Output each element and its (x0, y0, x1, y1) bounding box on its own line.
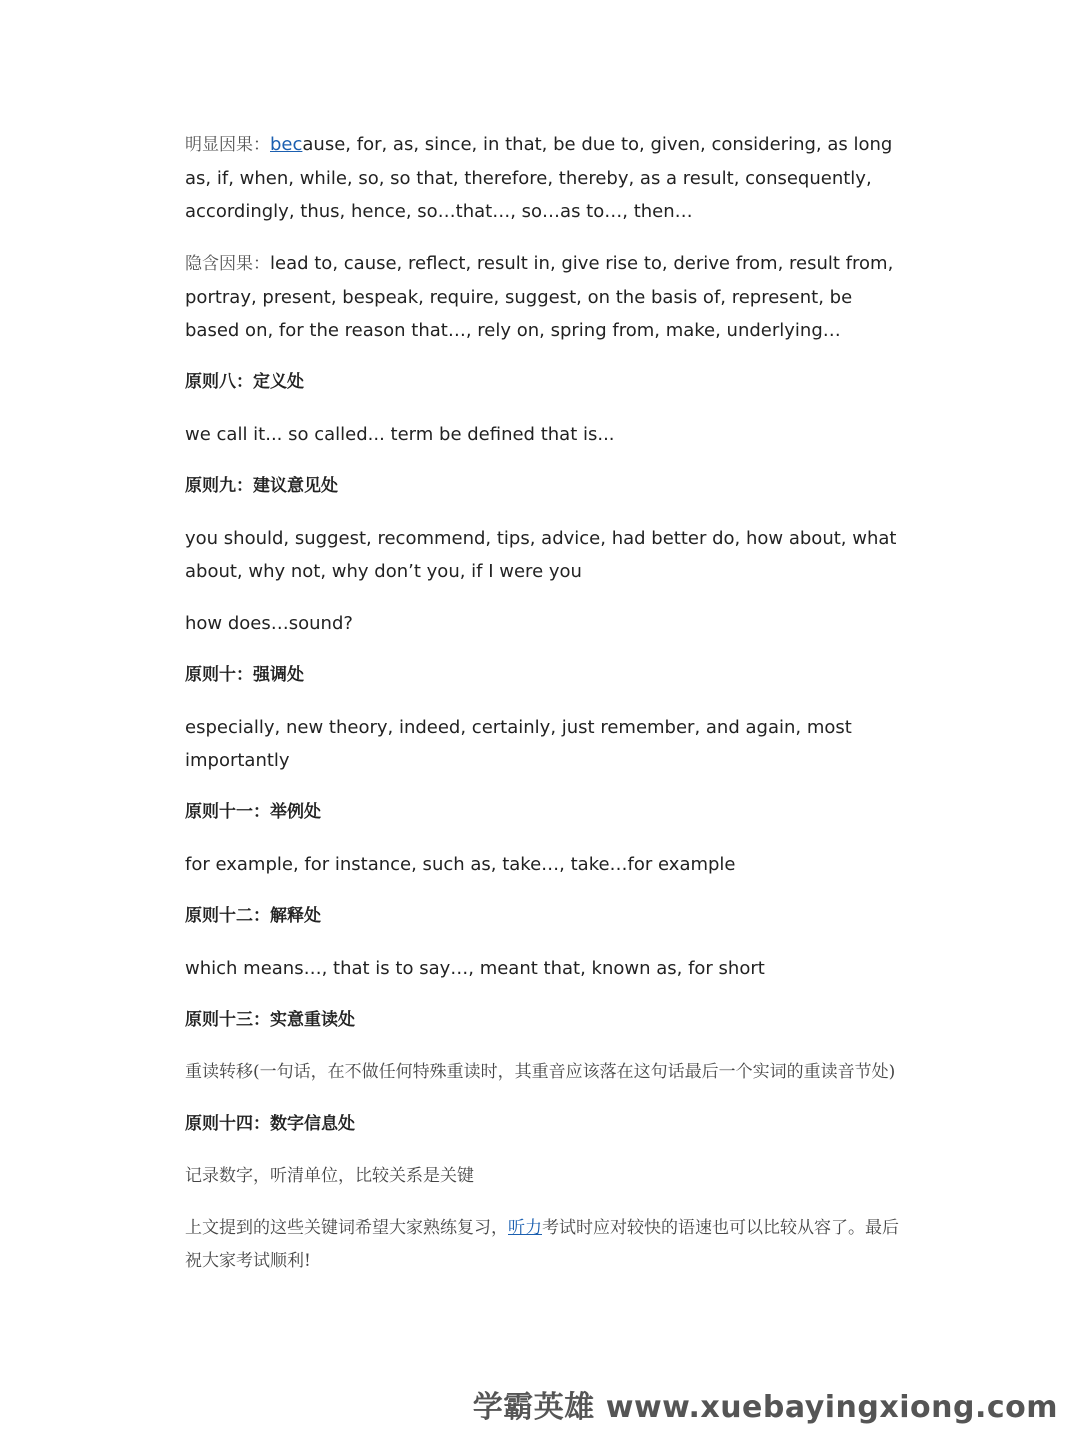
principle-8-text: we call it... so called... term be defined that is... (185, 424, 615, 445)
principle-14-heading: 原则十四：数字信息处 (185, 1114, 355, 1134)
principle-9-text: you should, suggest, recommend, tips, advice, had better do, how about, what about, why not, why don’t you, if I were you (185, 528, 897, 582)
closing-text-before: 上文提到的这些关键词希望大家熟练复习， (185, 1218, 508, 1238)
implicit-cause-paragraph (185, 247, 905, 347)
implicit-cause-label: 隐含因果： (185, 254, 270, 274)
principle-13-heading: 原则十三：实意重读处 (185, 1010, 355, 1030)
principle-10-heading: 原则十：强调处 (185, 665, 304, 685)
explicit-cause-paragraph (185, 128, 905, 228)
closing-paragraph (185, 1212, 905, 1278)
principle-8-heading: 原则八：定义处 (185, 372, 304, 392)
implicit-cause-text: lead to, cause, reflect, result in, give rise to, derive from, result from, portray, present, bespeak, require, suggest, on the basis of, represent, be based on, for the reason that…, rely on, spring from, make, underlying… (185, 253, 894, 341)
principle-11-text: for example, for instance, such as, take…, take…for example (185, 854, 736, 875)
principle-9-text-2: how does…sound? (185, 613, 353, 634)
because-link[interactable]: bec (270, 134, 303, 155)
principle-9-heading: 原则九：建议意见处 (185, 476, 338, 496)
closing-text-after: 考试时应对较快的语速也可以比较从容了。最后祝大家考试顺利! (185, 1218, 899, 1271)
principle-10-text: especially, new theory, indeed, certainly, just remember, and again, most importantly (185, 717, 852, 771)
article-body (185, 128, 905, 1297)
explicit-cause-label: 明显因果： (185, 135, 270, 155)
principle-12-text: which means…, that is to say…, meant that, known as, for short (185, 958, 765, 979)
principle-12-heading: 原则十二：解释处 (185, 906, 321, 926)
site-watermark: 学霸英雄 www.xuebayingxiong.com (472, 1390, 1058, 1425)
explicit-cause-text: ause, for, as, since, in that, be due to, given, considering, as long as, if, when, while, so, so that, therefore, thereby, as a result, consequently, accordingly, thus, hence, so…that…, so…as to…, then… (185, 134, 893, 222)
principle-11-heading: 原则十一：举例处 (185, 802, 321, 822)
principle-13-text: 重读转移(一句话，在不做任何特殊重读时，其重音应该落在这句话最后一个实词的重读音节处) (185, 1062, 896, 1082)
listening-link[interactable]: 听力 (508, 1218, 542, 1238)
principle-14-text: 记录数字，听清单位，比较关系是关键 (185, 1166, 474, 1186)
